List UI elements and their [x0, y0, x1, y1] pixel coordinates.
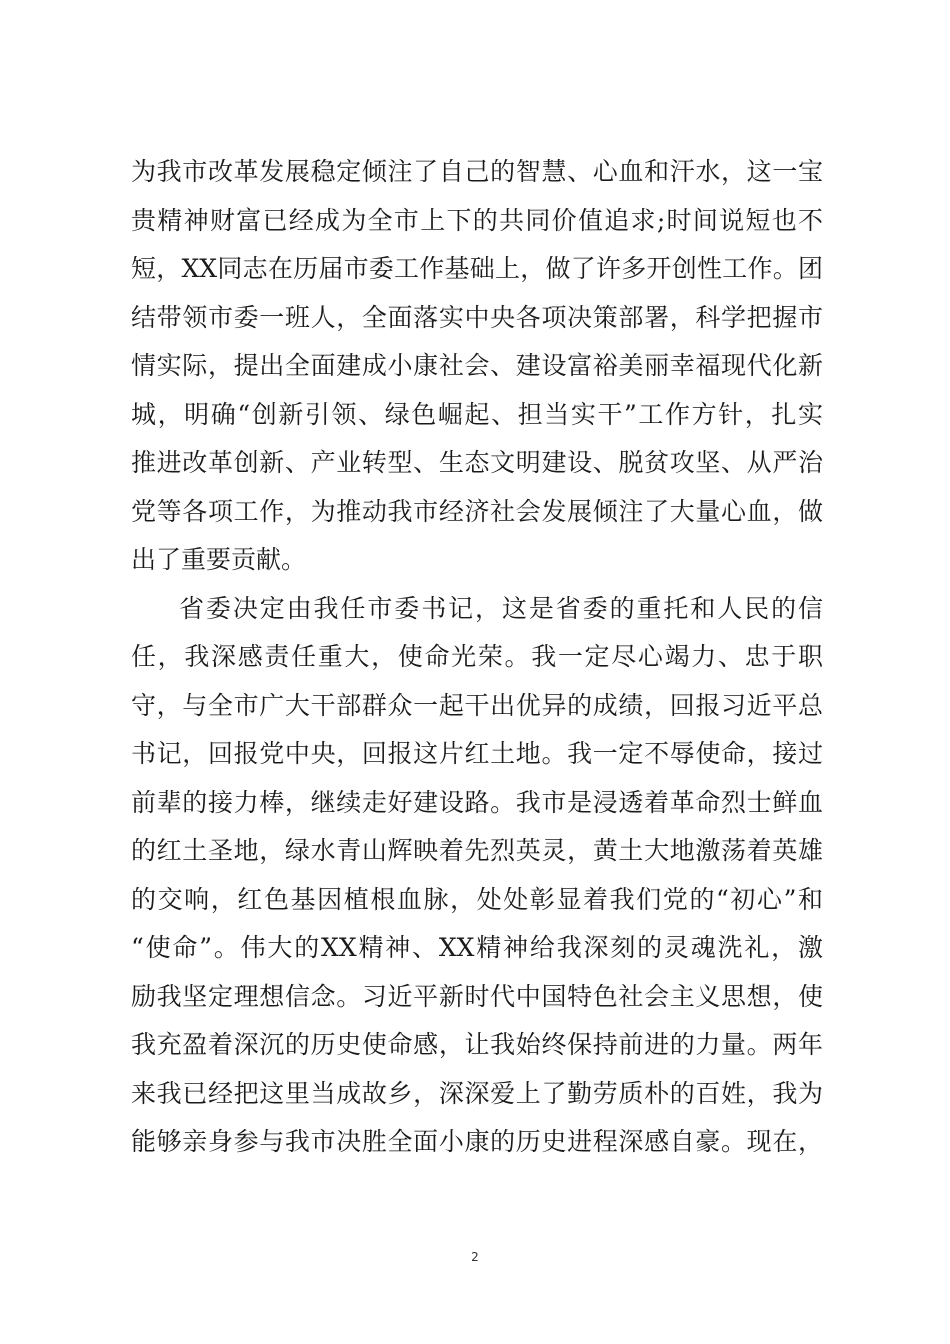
text-line: 的交响，红色基因植根血脉，处处彰显着我们党的“初心”和: [131, 884, 823, 914]
text-line: 能够亲身参与我市决胜全面小康的历史进程深感自豪。现在，: [131, 1127, 823, 1156]
text-line: 情实际，提出全面建成小康社会、建设富裕美丽幸福现代化新: [131, 351, 823, 380]
body-text: [131, 148, 823, 1167]
paragraph-1: [131, 148, 823, 585]
text-line: 的红土圣地，绿水青山辉映着先烈英灵，黄土大地激荡着英雄: [131, 836, 823, 865]
text-line: 结带领市委一班人，全面落实中央各项决策部署，科学把握市: [131, 302, 823, 332]
text-line: 城，明确“创新引领、绿色崛起、担当实干”工作方针，扎实: [131, 399, 823, 429]
text-line: “使命”。伟大的XX精神、XX精神给我深刻的灵魂洗礼，激: [131, 933, 823, 962]
text-line: 前辈的接力棒，继续走好建设路。我市是浸透着革命烈士鲜血: [131, 787, 823, 817]
text-line: 短，XX同志在历届市委工作基础上，做了许多开创性工作。团: [131, 254, 823, 283]
paragraph-2: [131, 585, 823, 1167]
text-line: 党等各项工作，为推动我市经济社会发展倾注了大量心血，做: [131, 496, 823, 526]
text-line: 励我坚定理想信念。习近平新时代中国特色社会主义思想，使: [131, 981, 823, 1011]
text-line: 来我已经把这里当成故乡，深深爱上了勤劳质朴的百姓，我为: [131, 1078, 823, 1108]
text-line: 任，我深感责任重大，使命光荣。我一定尽心竭力、忠于职: [131, 642, 823, 671]
text-line: 贵精神财富已经成为全市上下的共同价值追求;时间说短也不: [131, 205, 823, 235]
text-line: 出了重要贡献。: [131, 545, 307, 574]
text-line: 为我市改革发展稳定倾注了自己的智慧、心血和汗水，这一宝: [131, 157, 823, 186]
text-line: 我充盈着深沉的历史使命感，让我始终保持前进的力量。两年: [131, 1030, 823, 1059]
page-number: 2: [471, 1250, 479, 1264]
text-line: 省委决定由我任市委书记，这是省委的重托和人民的信: [179, 593, 823, 623]
text-line: 推进改革创新、产业转型、生态文明建设、脱贫攻坚、从严治: [131, 448, 823, 477]
text-line: 书记，回报党中央，回报这片红土地。我一定不辱使命，接过: [131, 739, 823, 768]
text-line: 守，与全市广大干部群众一起干出优异的成绩，回报习近平总: [131, 690, 823, 720]
